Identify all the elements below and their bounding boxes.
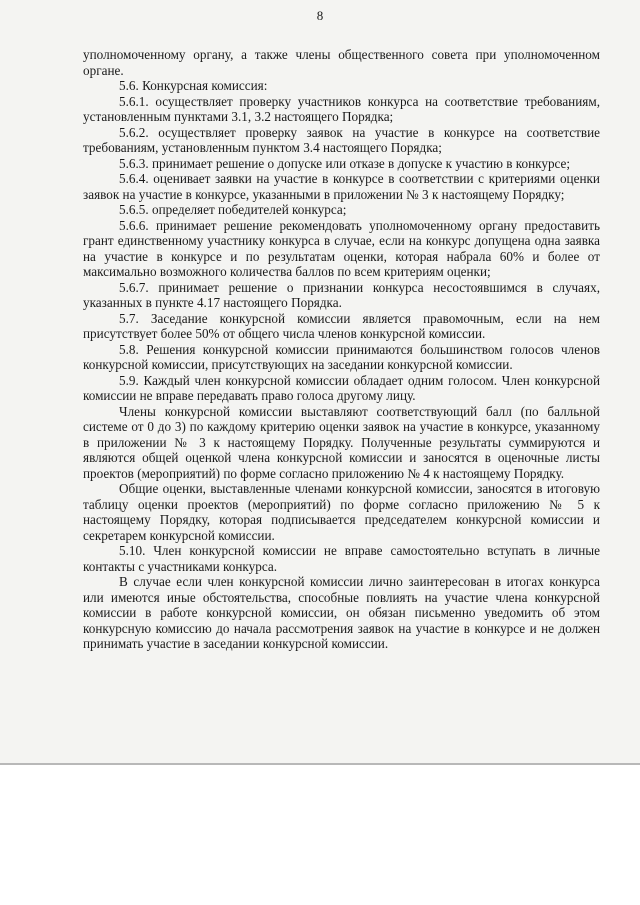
paragraph-5-6-6: 5.6.6. принимает решение рекомендовать уполномоченному органу предоставить грант единственному участнику конкурса в случае, если на конкурс допущена одна заявка на участие в конкурсе и по результатам оценки, которая набрала 60% и более от максимально возможного количества баллов по всем критериям оценки; bbox=[83, 217, 600, 279]
paragraph-5-8: 5.8. Решения конкурсной комиссии принимаются большинством голосов членов конкурсной комиссии, присутствующих на заседании конкурсной комиссии. bbox=[83, 341, 600, 372]
paragraph-summary-table: Общие оценки, выставленные членами конкурсной комиссии, заносятся в итоговую таблицу оценки проектов (мероприятий) по форме согласно приложению № 5 к настоящему Порядку, которая подписывается председателем конкурсной комиссии и секретарем конкурсной комиссии. bbox=[83, 481, 600, 543]
paragraph-5-6-1: 5.6.1. осуществляет проверку участников конкурса на соответствие требованиям, установленным пунктами 3.1, 3.2 настоящего Порядка; bbox=[83, 93, 600, 124]
document-body bbox=[83, 47, 600, 652]
paragraph-5-6-7: 5.6.7. принимает решение о признании конкурса несостоявшимся в случаях, указанных в пункте 4.17 настоящего Порядка. bbox=[83, 279, 600, 310]
paragraph-continuation: уполномоченному органу, а также члены общественного совета при уполномоченном органе. bbox=[83, 47, 600, 78]
paragraph-5-6-5: 5.6.5. определяет победителей конкурса; bbox=[119, 202, 347, 217]
paragraph-5-9: 5.9. Каждый член конкурсной комиссии обладает одним голосом. Член конкурсной комиссии не вправе передавать право голоса другому лицу. bbox=[83, 372, 600, 403]
paragraph-5-6-2: 5.6.2. осуществляет проверку заявок на участие в конкурсе на соответствие требованиям, установленным пунктом 3.4 настоящего Порядка; bbox=[83, 124, 600, 155]
paragraph-5-6: 5.6. Конкурсная комиссия: bbox=[119, 78, 268, 93]
paragraph-5-7: 5.7. Заседание конкурсной комиссии является правомочным, если на нем присутствует более 50% от общего числа членов конкурсной комиссии. bbox=[83, 310, 600, 341]
paragraph-5-6-3: 5.6.3. принимает решение о допуске или отказе в допуске к участию в конкурсе; bbox=[119, 155, 571, 171]
paragraph-5-6-4: 5.6.4. оценивает заявки на участие в конкурсе в соответствии с критериями оценки заявок на участие в конкурсе, указанными в приложении № 3 к настоящему Порядку; bbox=[83, 171, 600, 202]
paragraph-conflict-of-interest: В случае если член конкурсной комиссии лично заинтересован в итогах конкурса или имеются иные обстоятельства, способные повлиять на участие члена конкурсной комиссии в работе конкурсной комиссии, он обязан письменно уведомить об этом конкурсную комиссию до начала рассмотрения заявок на участие в конкурсе и не должен принимать участие в заседании конкурсной комиссии. bbox=[83, 574, 600, 651]
page-number: 8 bbox=[316, 8, 324, 23]
paragraph-scoring: Члены конкурсной комиссии выставляют соответствующий балл (по балльной системе от 0 до 3) по каждому критерию оценки заявок на участие в конкурсе, указанному в приложении № 3 к настоящему Порядку. Полученные результаты суммируются и являются общей оценкой члена конкурсной комиссии и заносятся в оценочные листы проектов (мероприятий) по форме согласно приложению № 4 к настоящему Порядку. bbox=[83, 403, 600, 481]
paragraph-5-10: 5.10. Член конкурсной комиссии не вправе самостоятельно вступать в личные контакты с участниками конкурса. bbox=[83, 543, 600, 574]
